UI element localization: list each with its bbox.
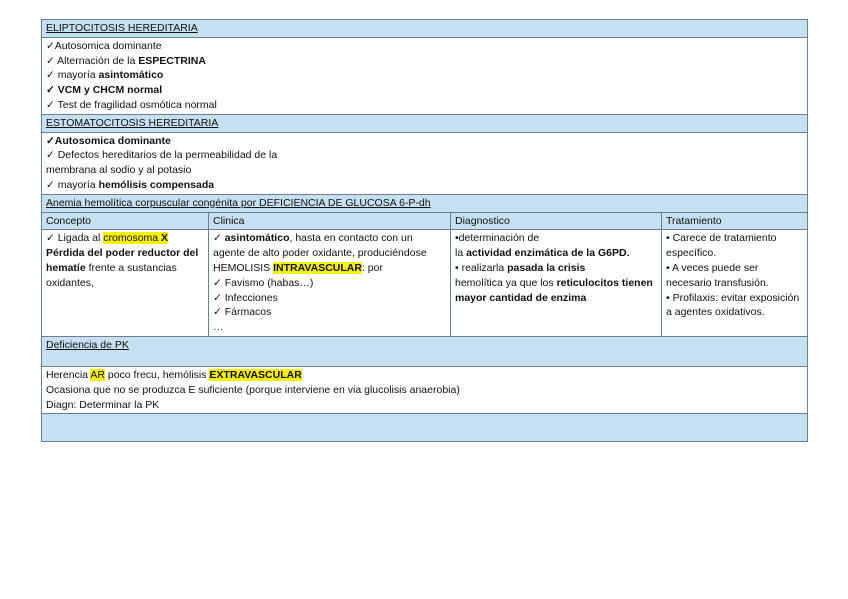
estomatocitosis-line-4-text: ✓ mayoría — [46, 178, 99, 191]
diagnostico-text-d — [455, 276, 657, 306]
concepto-text — [46, 231, 204, 275]
document-table-container — [41, 19, 807, 442]
eliptocitosis-line-3-text: ✓ mayoría — [46, 69, 99, 82]
clinica-text-e: ✓ Fármacos — [213, 306, 272, 319]
diagnostico-text-d-pre: hemolítica ya que los — [455, 276, 557, 289]
diagnostico-text-c-pre: • realizarla — [455, 261, 508, 274]
pk-header-row — [42, 336, 808, 366]
clinica-cell — [209, 230, 451, 337]
concepto-text-a: ✓ Ligada al — [46, 232, 104, 245]
clinica-text-b-post: : por — [361, 261, 383, 274]
pk-body — [42, 366, 808, 413]
concepto-bold-text: Pérdida del poder reductor del hematíe — [46, 247, 199, 274]
eliptocitosis-header-row — [42, 20, 808, 38]
estomatocitosis-body-row — [42, 132, 808, 194]
estomatocitosis-header — [42, 114, 808, 132]
eliptocitosis-line-2 — [46, 54, 803, 69]
concepto-text-d: oxidantes, — [46, 276, 94, 289]
pk-body-row — [42, 366, 808, 413]
pk-line-1 — [46, 368, 803, 383]
clinica-highlight: INTRAVASCULAR — [273, 261, 362, 274]
concepto-highlight-bold: X — [161, 232, 169, 245]
eliptocitosis-line-4-bold: ✓ VCM y CHCM normal — [46, 84, 163, 97]
clinica-text-a — [213, 231, 446, 261]
clinica-text-d: ✓ Infecciones — [213, 291, 278, 304]
pk-line-1-pre: Herencia — [46, 368, 91, 381]
pk-empty-row — [42, 414, 808, 442]
estomatocitosis-line-1-bold: ✓Autosomica dominante — [46, 134, 171, 147]
diagnostico-text-b-bold: actividad enzimática de la G6PD. — [466, 247, 630, 260]
estomatocitosis-line-2: ✓ Defectos hereditarios de la permeabilidad de la — [46, 149, 278, 162]
pk-header — [42, 336, 808, 366]
clinica-text-a-pre: ✓ — [213, 232, 225, 245]
concepto-text-c: frente a sustancias — [85, 261, 177, 274]
column-header-clinica: Clinica — [209, 212, 451, 230]
diagnostico-text-c — [455, 261, 657, 276]
concepto-highlight-text: cromosoma — [103, 232, 162, 245]
eliptocitosis-body — [42, 37, 808, 114]
estomatocitosis-line-1 — [46, 134, 803, 149]
estomatocitosis-line-4-bold: hemólisis compensada — [98, 178, 215, 191]
estomatocitosis-body — [42, 132, 808, 194]
eliptocitosis-line-5: ✓ Test de fragilidad osmótica normal — [46, 98, 217, 111]
concepto-highlight — [103, 232, 168, 244]
eliptocitosis-line-1: ✓Autosomica dominante — [46, 39, 162, 52]
notes-table — [41, 19, 808, 442]
estomatocitosis-line-3: membrana al sodio y al potasio — [46, 164, 192, 177]
g6pd-title: Anemia hemolítica corpuscular congénita por DEFICIENCIA DE GLUCOSA 6-P-dh — [46, 196, 431, 209]
column-header-diagnostico: Diagnostico — [451, 212, 662, 230]
g6pd-header — [42, 194, 808, 212]
pk-empty-cell — [42, 414, 808, 442]
pk-highlight-ar: AR — [90, 368, 105, 381]
clinica-text-b-pre: HEMOLISIS — [213, 261, 274, 274]
diagnostico-text-a: •determinación de — [455, 232, 540, 245]
g6pd-content-row — [42, 230, 808, 337]
column-header-concepto: Concepto — [42, 212, 209, 230]
diagnostico-text-b-pre: la — [455, 247, 467, 260]
clinica-text-a-bold: asintomático — [224, 232, 290, 245]
eliptocitosis-header — [42, 20, 808, 38]
pk-title: Deficiencia de PK — [46, 338, 129, 351]
clinica-text-c: ✓ Favismo (habas…) — [213, 276, 314, 289]
eliptocitosis-body-row — [42, 37, 808, 114]
estomatocitosis-line-4 — [46, 178, 803, 193]
eliptocitosis-title: ELIPTOCITOSIS HEREDITARIA — [46, 22, 198, 34]
tratamiento-text-b: • A veces puede ser necesario transfusión. — [666, 261, 769, 289]
eliptocitosis-line-3-bold: asintomático — [98, 69, 164, 82]
eliptocitosis-line-2-text: ✓ Alternación de la — [46, 54, 139, 67]
pk-highlight-extravascular: EXTRAVASCULAR — [209, 368, 302, 381]
diagnostico-text-d-bold: reticulocitos tienen mayor cantidad de enzima — [455, 276, 653, 304]
g6pd-header-row — [42, 194, 808, 212]
clinica-text-a-post: , hasta en contacto con un agente de alto poder oxidante, produciéndose — [213, 232, 427, 260]
concepto-cell — [42, 230, 209, 337]
tratamiento-text-a: • Carece de tratamiento específico. — [666, 232, 777, 260]
diagnostico-text-b — [455, 246, 657, 261]
eliptocitosis-line-3 — [46, 68, 803, 83]
eliptocitosis-line-4 — [46, 83, 803, 98]
diagnostico-text-c-bold: pasada la crisis — [507, 261, 586, 274]
clinica-text-f: … — [213, 321, 224, 334]
diagnostico-cell — [451, 230, 662, 337]
g6pd-column-header-row — [42, 212, 808, 230]
column-header-tratamiento: Tratamiento — [662, 212, 808, 230]
eliptocitosis-line-2-bold: ESPECTRINA — [138, 54, 206, 67]
clinica-text-b — [213, 261, 446, 276]
pk-line-1-mid: poco frecu, hemólisis — [104, 368, 210, 381]
pk-line-3: Diagn: Determinar la PK — [46, 398, 160, 411]
tratamiento-text-c: • Profilaxis: evitar exposición a agentes oxidativos. — [666, 291, 800, 319]
estomatocitosis-header-row — [42, 114, 808, 132]
tratamiento-cell — [662, 230, 808, 337]
pk-line-2: Ocasiona que no se produzca E suficiente (porque interviene en via glucolisis anaerobia) — [46, 383, 460, 396]
estomatocitosis-title: ESTOMATOCITOSIS HEREDITARIA — [46, 116, 219, 129]
